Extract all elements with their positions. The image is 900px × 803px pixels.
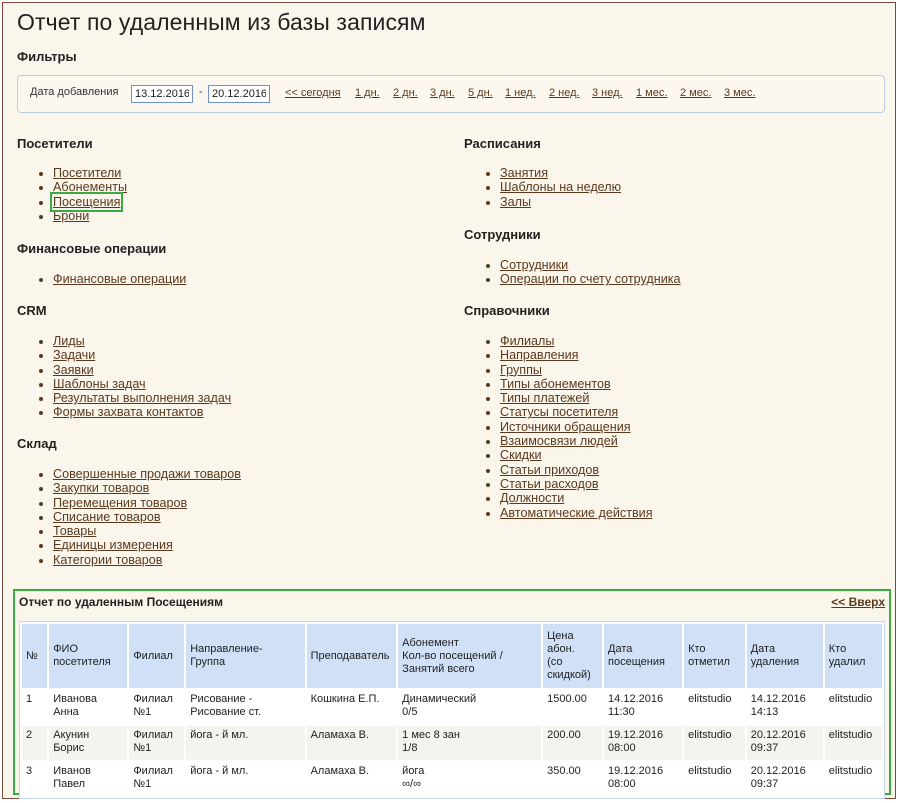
column-header[interactable]: № xyxy=(22,624,47,688)
list-item xyxy=(500,391,653,405)
table-cell xyxy=(604,726,682,760)
crm-heading: CRM xyxy=(17,303,47,318)
range-2-days-link[interactable]: 2 дн. xyxy=(393,87,418,99)
column-header[interactable]: Филиал xyxy=(129,624,184,688)
list-item xyxy=(500,420,653,434)
references-heading: Справочники xyxy=(464,303,550,318)
staff-list xyxy=(464,258,681,287)
cell-del-date: 20.12.2016 xyxy=(750,729,806,741)
cell-sub: йога xyxy=(402,765,425,777)
range-1-month-link[interactable]: 1 мес. xyxy=(636,87,668,99)
date-added-label: Дата добавления xyxy=(30,86,119,98)
cell-n: 1 xyxy=(26,693,33,705)
cell-name: Акунин Борис xyxy=(53,729,90,754)
column-header[interactable]: Дата удаления xyxy=(747,624,823,688)
range-today-link[interactable]: << сегодня xyxy=(285,87,341,99)
list-item xyxy=(500,348,653,362)
list-item xyxy=(53,510,241,524)
cell-teacher: Аламаха В. xyxy=(310,765,370,777)
table-cell xyxy=(49,690,127,724)
cell-n: 3 xyxy=(26,765,33,777)
write-offs-link[interactable]: Списание товаров xyxy=(53,509,161,524)
cell-deleted-by: elitstudio xyxy=(828,693,873,705)
list-item xyxy=(500,180,621,194)
list-item xyxy=(53,209,127,223)
filters-heading: Фильтры xyxy=(17,49,77,64)
table-cell xyxy=(825,762,882,796)
cell-visits: 1/8 xyxy=(402,742,418,754)
visitors-link[interactable]: Посетители xyxy=(53,166,122,180)
cell-n: 2 xyxy=(26,729,33,741)
cell-price: 1500.00 xyxy=(547,693,587,705)
table-row[interactable] xyxy=(22,762,882,796)
cell-visits: 0/5 xyxy=(402,706,418,718)
table-cell xyxy=(186,726,304,760)
cell-name: Иванов Павел xyxy=(53,765,91,790)
list-item xyxy=(53,496,241,510)
list-item xyxy=(53,467,241,481)
transfers-link[interactable]: Перемещения товаров xyxy=(53,495,188,510)
list-item xyxy=(500,363,653,377)
table-cell xyxy=(398,762,541,796)
week-templates-link[interactable]: Шаблоны на неделю xyxy=(500,180,622,195)
list-item xyxy=(53,195,127,209)
schedules-list xyxy=(464,166,621,209)
halls-link[interactable]: Залы xyxy=(500,194,532,209)
column-header[interactable]: Направление- Группа xyxy=(186,624,304,688)
table-cell xyxy=(186,762,304,796)
list-item xyxy=(500,405,653,419)
employees-link[interactable]: Сотрудники xyxy=(500,258,569,272)
directions-link[interactable]: Направления xyxy=(500,348,579,363)
cell-price: 350.00 xyxy=(547,765,581,777)
discounts-link[interactable]: Скидки xyxy=(500,448,542,463)
list-item xyxy=(500,491,653,505)
table-cell xyxy=(684,762,745,796)
sales-link[interactable]: Совершенные продажи товаров xyxy=(53,467,241,481)
column-header[interactable]: Абонемент Кол-во посещений / Занятий всего xyxy=(398,624,541,688)
table-cell xyxy=(49,726,127,760)
page-frame xyxy=(2,2,896,799)
table-cell xyxy=(186,690,304,724)
column-header[interactable]: Цена абон. (со скидкой) xyxy=(543,624,602,688)
goods-categories-link[interactable]: Категории товаров xyxy=(53,552,163,567)
report-title: Отчет по удаленным Посещениям xyxy=(19,595,224,609)
date-to-input[interactable] xyxy=(208,85,270,103)
range-3-days-link[interactable]: 3 дн. xyxy=(430,87,455,99)
range-3-months-link[interactable]: 3 мес. xyxy=(724,87,756,99)
list-item xyxy=(500,166,621,180)
range-3-weeks-link[interactable]: 3 нед. xyxy=(592,87,623,99)
tasks-link[interactable]: Задачи xyxy=(53,348,96,363)
visitors-heading: Посетители xyxy=(17,136,93,151)
table-cell xyxy=(543,762,602,796)
cell-marked-by: elitstudio xyxy=(688,693,732,705)
cell-teacher: Аламаха В. xyxy=(310,729,370,741)
list-item xyxy=(500,258,681,272)
table-row[interactable] xyxy=(22,726,882,760)
leads-link[interactable]: Лиды xyxy=(53,334,85,348)
groups-link[interactable]: Группы xyxy=(500,362,542,377)
list-item xyxy=(53,553,241,567)
table-cell xyxy=(398,690,541,724)
list-item xyxy=(53,481,241,495)
table-cell xyxy=(22,690,47,724)
list-item xyxy=(500,463,653,477)
table-cell xyxy=(129,762,184,796)
task-templates-link[interactable]: Шаблоны задач xyxy=(53,376,146,391)
list-item xyxy=(500,448,653,462)
cell-visit-date: 19.12.2016 xyxy=(608,765,664,777)
cell-marked-by: elitstudio xyxy=(688,765,732,777)
table-cell xyxy=(684,690,745,724)
visitors-list xyxy=(17,166,127,223)
cell-teacher: Кошкина Е.П. xyxy=(310,693,380,705)
date-from-input[interactable] xyxy=(131,85,193,103)
list-item xyxy=(53,524,241,538)
date-separator: - xyxy=(199,86,203,98)
table-cell xyxy=(307,726,397,760)
cell-group: йога - й мл. xyxy=(190,729,249,741)
references-list xyxy=(464,334,653,520)
table-cell xyxy=(49,762,127,796)
list-item xyxy=(500,195,621,209)
list-item xyxy=(53,166,127,180)
finance-list xyxy=(17,272,186,286)
table-header-row xyxy=(22,624,882,688)
visitor-statuses-link[interactable]: Статусы посетителя xyxy=(500,405,619,420)
branches-link[interactable]: Филиалы xyxy=(500,334,555,348)
range-1-week-link[interactable]: 1 нед. xyxy=(505,87,536,99)
cell-visit-time: 11:30 xyxy=(608,706,635,718)
table-cell xyxy=(684,726,745,760)
cell-branch: Филиал №1 xyxy=(133,693,173,718)
column-header[interactable]: Дата посещения xyxy=(604,624,682,688)
list-item xyxy=(53,538,241,552)
request-sources-link[interactable]: Источники обращения xyxy=(500,419,631,434)
cell-price: 200.00 xyxy=(547,729,581,741)
column-header[interactable]: ФИО посетителя xyxy=(49,624,127,688)
list-item xyxy=(53,180,127,194)
contact-forms-link[interactable]: Формы захвата контактов xyxy=(53,405,204,420)
page-title: Отчет по удаленным из базы записям xyxy=(17,9,426,35)
deleted-visits-table xyxy=(19,621,885,799)
column-header[interactable]: Преподаватель xyxy=(307,624,397,688)
crm-list xyxy=(17,334,231,420)
list-item xyxy=(53,348,231,362)
cell-del-time: 09:37 xyxy=(750,778,779,790)
task-results-link[interactable]: Результаты выполнения задач xyxy=(53,391,232,406)
relationships-link[interactable]: Взаимосвязи людей xyxy=(500,434,618,449)
table-cell xyxy=(307,762,397,796)
table-cell xyxy=(543,690,602,724)
list-item xyxy=(53,272,186,286)
table-cell xyxy=(825,690,882,724)
cell-del-date: 14.12.2016 xyxy=(750,693,806,705)
cell-deleted-by: elitstudio xyxy=(828,729,873,741)
cell-visit-date: 14.12.2016 xyxy=(608,693,664,705)
table-cell xyxy=(22,726,47,760)
table-cell xyxy=(22,762,47,796)
list-item xyxy=(500,477,653,491)
table-cell xyxy=(747,690,823,724)
table-cell xyxy=(398,726,541,760)
warehouse-heading: Склад xyxy=(17,436,57,451)
list-item xyxy=(500,272,681,286)
range-2-weeks-link[interactable]: 2 нед. xyxy=(549,87,580,99)
visits-link[interactable]: Посещения xyxy=(53,194,121,209)
list-item xyxy=(500,334,653,348)
filter-panel xyxy=(17,75,885,113)
cell-branch: Филиал №1 xyxy=(133,765,173,790)
subscriptions-link[interactable]: Абонементы xyxy=(53,180,128,195)
cell-sub: 1 мес 8 зан xyxy=(402,729,460,741)
staff-heading: Сотрудники xyxy=(464,227,541,242)
income-items-link[interactable]: Статьи приходов xyxy=(500,462,600,477)
table-cell xyxy=(604,762,682,796)
list-item xyxy=(500,434,653,448)
table-cell xyxy=(129,726,184,760)
classes-link[interactable]: Занятия xyxy=(500,166,549,180)
range-1-day-link[interactable]: 1 дн. xyxy=(355,87,380,99)
column-header[interactable]: Кто удалил xyxy=(825,624,882,688)
cell-del-date: 20.12.2016 xyxy=(750,765,806,777)
column-header[interactable]: Кто отметил xyxy=(684,624,745,688)
payment-types-link[interactable]: Типы платежей xyxy=(500,391,590,406)
subscription-types-link[interactable]: Типы абонементов xyxy=(500,376,611,391)
cell-del-time: 09:37 xyxy=(750,742,779,754)
units-link[interactable]: Единицы измерения xyxy=(53,538,173,553)
finance-heading: Финансовые операции xyxy=(17,241,167,256)
deleted-visits-report xyxy=(13,589,891,795)
purchases-link[interactable]: Закупки товаров xyxy=(53,481,150,496)
goods-link[interactable]: Товары xyxy=(53,524,97,539)
back-to-top-link[interactable]: << Вверх xyxy=(831,595,885,609)
list-item xyxy=(53,405,231,419)
warehouse-list xyxy=(17,467,241,567)
finance-operations-link[interactable]: Финансовые операции xyxy=(53,272,187,286)
table-cell xyxy=(747,762,823,796)
table-cell xyxy=(604,690,682,724)
range-2-months-link[interactable]: 2 мес. xyxy=(680,87,712,99)
cell-del-time: 14:13 xyxy=(750,706,779,718)
cell-deleted-by: elitstudio xyxy=(828,765,873,777)
automatic-actions-link[interactable]: Автоматические действия xyxy=(500,505,653,520)
expense-items-link[interactable]: Статьи расходов xyxy=(500,476,599,491)
table-row[interactable] xyxy=(22,690,882,724)
table-cell xyxy=(307,690,397,724)
cell-visit-date: 19.12.2016 xyxy=(608,729,664,741)
employee-account-link[interactable]: Операции по счету сотрудника xyxy=(500,272,681,287)
cell-group: йога - й мл. xyxy=(190,765,249,777)
range-5-days-link[interactable]: 5 дн. xyxy=(468,87,493,99)
cell-visits: ∞/∞ xyxy=(402,778,421,790)
cell-branch: Филиал №1 xyxy=(133,729,173,754)
schedules-heading: Расписания xyxy=(464,136,541,151)
list-item xyxy=(500,506,653,520)
cell-visit-time: 08:00 xyxy=(608,778,636,790)
list-item xyxy=(53,391,231,405)
cell-name: Иванова Анна xyxy=(53,693,97,718)
table-cell xyxy=(129,690,184,724)
cell-marked-by: elitstudio xyxy=(688,729,732,741)
list-item xyxy=(53,334,231,348)
cell-group: Рисование - Рисование ст. xyxy=(190,693,262,718)
list-item xyxy=(53,363,231,377)
table-cell xyxy=(747,726,823,760)
list-item xyxy=(500,377,653,391)
table-cell xyxy=(825,726,882,760)
requests-link[interactable]: Заявки xyxy=(53,362,94,377)
cell-visit-time: 08:00 xyxy=(608,742,636,754)
positions-link[interactable]: Должности xyxy=(500,491,565,506)
list-item xyxy=(53,377,231,391)
table-cell xyxy=(543,726,602,760)
cell-sub: Динамический xyxy=(402,693,477,705)
bookings-link[interactable]: Брони xyxy=(53,208,90,223)
